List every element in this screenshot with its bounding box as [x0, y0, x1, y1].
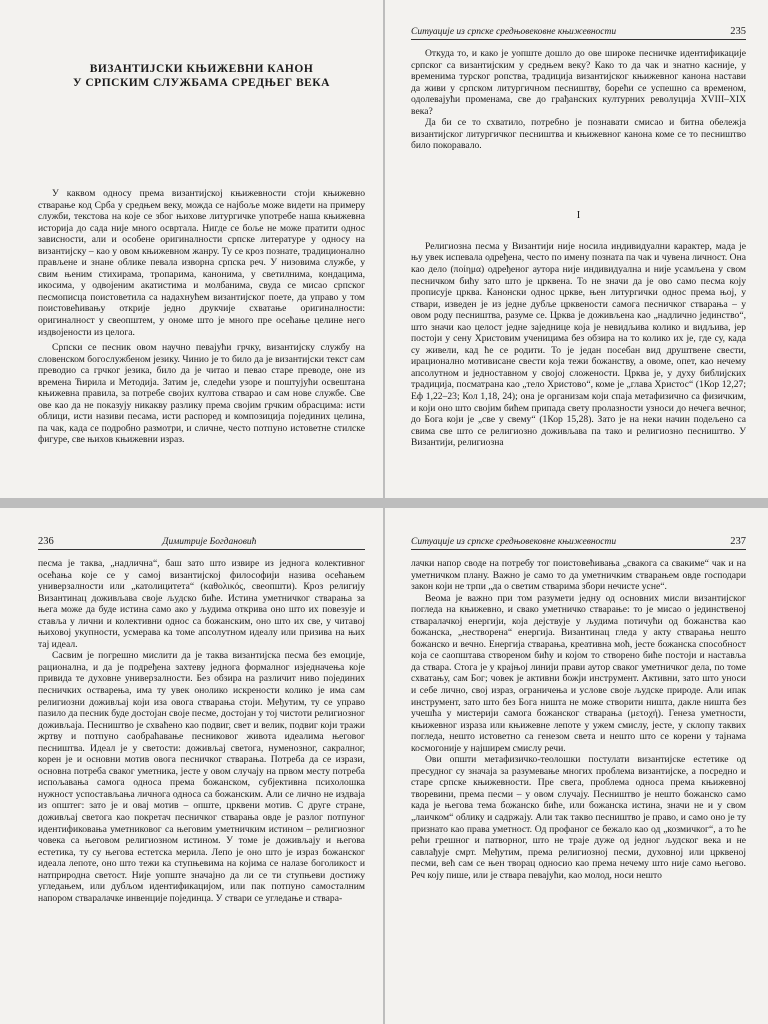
title-line-2: У СРПСКИМ СЛУЖБАМА СРЕДЊЕГ ВЕКА: [73, 77, 330, 89]
paragraph: песма је таква, „надлична“, баш зато што извире из једнога колективног осећања које се у самој византијској философији назива осећањем универзалности или „католицитета“ (καθολικός, свеопшти). Кроз религију Византинац доживљава своје људско биће. Истина уметничког стварања за њега може да буде истина само ако у људима открива оно што их повезује и ставља у лични и колективни однос са божанским, оно што их све, у читавој њиховој укупности, усмерава ка томе апсолутном идеалу или призива на њих тај идеал.: [38, 558, 365, 650]
page-number: 235: [730, 26, 746, 37]
page-235: [385, 0, 768, 498]
paragraph: лачки напор своде на потребу тог поистовећивања „свакога са свакиме“ чак и на уметничком плану. Важно је само то да уметничким стварањем овде господари закон који не трпи „да о светим стварима збори нечисте усне“.: [411, 558, 746, 593]
paragraph: У каквом односу према византијској књижевности стоји књижевно стварање код Срба у средњем веку, можда се најбоље може видети на примеру служби, текстова на које се због њихове литургичке употребе наша књижевна историја до сада није много освртала. Нигде се боље не може пратити однос зависности, али и особене оригиналности српске литературе у односу на византијску – као у овом књижевном жанру. Ту се кроз познате, традиционално прављене и знане облике певала изворна српска реч. У низовима службе, у свим њеним стихирама, тропарима, канонима, у светилнима, кондацима, икосима, у одвојеним акатистима и молбанима, свуда се мисао српског песмописца поистоветила са надахнућем византијског поете, да управо у том поистовећивању открије једно друкчије схватање оригиналности: оригиналност у свеопштем, у ономе што је много пре осећање целине него издвојености из целога.: [38, 188, 365, 338]
section-number: I: [576, 209, 581, 221]
title-line-1: ВИЗАНТИЈСКИ КЊИЖЕВНИ КАНОН: [89, 63, 314, 75]
page-237: [385, 508, 768, 1024]
running-head: [38, 536, 365, 550]
paragraph: Откуда то, и како је уопште дошло до ове широке песничке идентификације српског са византијским у средњем веку? Како то да чак и знатно касније, у временима турског ропства, традиција византијског књижевног канона настави да живи у српском литургичном песништву, борећи се успешно са временом, одолевајући променама, све до грађанских културних револуција XVIII–XIX века?: [411, 48, 746, 117]
page-number: 236: [38, 536, 54, 547]
running-head: [411, 26, 746, 40]
paragraph: Да би се то схватило, потребно је познавати смисао и битна обележја византијског литургичког песништва и књижевног канона коме се то песништво било покоравало.: [411, 117, 746, 152]
paragraph: Ови општи метафизичко-теолошки постулати византијске естетике од пресудног су значаја за разумевање многих проблема византијске, а посредно и старе српске књижевности. Пре свега, проблема односа према књижевној творевини, према песми – у овом случају. Песништво је нешто божанско само када је његова тема божанско биће, или божанска истина, значи не и у свом „лаичком“ облику и садржају. Али так такво песништво је право, и само оно је ту признато као права уметност. Од профаног се бежало као од „козмичког“, а то ће рећи грешног и патворног, што не траје дуже од једног људског века и не савлађује смрт. Међутим, према религиозној песми, духовној или црквеној песми, већ сам се њен творац односио као према нечему што није само његово. Реч коју пише, или је ствара певајући, као молод, носи нешто: [411, 754, 746, 881]
paragraph: Веома је важно при том разумети једну од основних мисли византијског погледа на књижевно, и свако уметничко стварање: то је мисао о јединственој стваралачкој енергији, која дејствује у људима потичући од божанства као божанска, „нестворена“ енергија. Византинац гледа у акту стварања нешто божанско и вечно. Енергија стварања, креативна моћ, јесте божанска способност која се саопштава створеном бићу и којом то створено биће постоји и наставља да ствара. Стога је у крајњој линији прави аутор сваког уметничког дела, по томе схватању, сам Бог; човек је активни божји инструмент. Активни, зато што уноси и себе лично, свој израз, ограничења и услове своје људске природе. Али ипак инструмент, зато што без Бога ништа не може створити ништа, дакле ништа без учешћа у мистерији самога божанског стварања (μετοχή). Генеза уметности, књижевног израза или књижевне лепоте у ужем смислу, јесте, у склопу таквих погледа, нешто истоветно са генезом света и нешто што се корени у тајнама космогоније у најширем смислу речи.: [411, 592, 746, 754]
paragraph: Религиозна песма у Византији није носила индивидуални карактер, мада је њу увек испевала одређена, често по имену позната па чак и чувена личност. Она као дело (ποίημα) одређеног аутора није индивидуална и није усамљена у свом песничком бићу зато што је црквена. То не значи да је ово само песма коју прописује црква. Канонски однос цркве, њен литургички однос према њој, у ствари, изведен је из једне дубље црквености самога песничког стварања – у овом роду песништва, разуме се. Црква је доживљена као „надлично јединство“, што значи као целост једне заједнице која је невидљива колико и видљива, јер постоји у сену Христовим ученицима без обзира на то колико их је, где су, када су живели, кад ће се родити. То је један посебан вид друштвене свести, ирационално мотивисане свести која тежи божанству, а овоме, опет, као нечему апсолутном и једноставном у својој сложености. Црква је, у духу библијских традиција, посматрана као „тело Христово“, коме је „глава Христос“ (1Кор 12,27; Еф 1,22–23; Кол 1,18, 24); она је организам који спаја метафизично са физичким, и који оно што својим бићем припада свету пролазности узноси до нечега вечног, до Бога који је „све у свему“ (1Кор 15,28). Зато је на неки начин подељено са свима све што се религиозно доживљава па тако и религиозно песништво. У Византији, религиозна: [411, 240, 746, 449]
running-head: [411, 536, 746, 550]
running-head-title: Димитрије Богдановић: [162, 537, 257, 547]
paragraph: Српски се песник овом научно певајући грчку, византијску службу на словенском богослужбеном језику. Чинио је то било да је византијски текст сам преводио са грчког језика, било да је читао и певао старе преводе, оне из времена Ћирила и Методија. Затим је, следећи узоре и поштујући освештана књижевна правила, за потребе својих култова стварао и сам нове службе. Све ове као да не показују никакву разлику према својим грчким обрасцима: исти облици, исти називи песама, исти распоред и композиција појединих целина, па чак, када се подробно размотри, и сличне, често потпуно истоветне стилске фигуре, све њихов књижевни израз.: [38, 342, 365, 446]
running-head-title: Ситуације из српске средњовековне књижевности: [411, 537, 617, 547]
paragraph: Сасвим је погрешно мислити да је таква византијска песма без емоције, рационална, и да је подређена захтеву једнога формалног изједначења које привида те духовне универзалности. Без обзира на различит ниво појединих песничких остварења, има ту увек онолико искрености колико је има сам религиозни доживљај који иза овога стварања стоји. Међутим, ту се управо пазило да песник буде достојан своје песме, достојан у тој чистоти религиозног доживљаја. Песништво је схваћено као подвиг, свет и велик, подвиг који тражи жртву и потпуно саобраћавање песниковог живота идеалима његовог песништва. Идеал је у светости: доживљај светога, нуменозног, сакралног, корен је и основни мотив овога песничког стварања. Потреба да се изрази, основна потреба сваког уметника, јесте у овом случају на првом месту потреба испољавања самога односа према божанском, субјективна психолошка нужност успостављања личнога односа са божанским. Али се лично не издваја из општег: зато је и овај мотив – опште, црквени мотив. С друге стране, доживљај светога као покретач песничког стварања овде је разлог потпуног идентификовања уметниковог са његовим уметничким истином – религиозног човека са његовом религиозном истином. У томе је доживљају и његова естетика, ту су његова естетска мерила. Лепо је оно што је израз божанског идеала лепоте, оно што тежи ка ступњевима на којима се налазе боголикост и натприродна светост. Није уопште значајно да ли се ти ступњеви достижу угледањем, или дубљом идентификацијом, или пак потпуно самосталним напором стваралачке инвенције појединца. У ствари се угледање и ствара-: [38, 650, 365, 904]
page-number: 237: [730, 536, 746, 547]
page-236: [0, 508, 383, 1024]
article-title: [38, 62, 365, 90]
page-234: [0, 0, 383, 498]
running-head-title: Ситуације из српске средњовековне књижевности: [411, 27, 617, 37]
